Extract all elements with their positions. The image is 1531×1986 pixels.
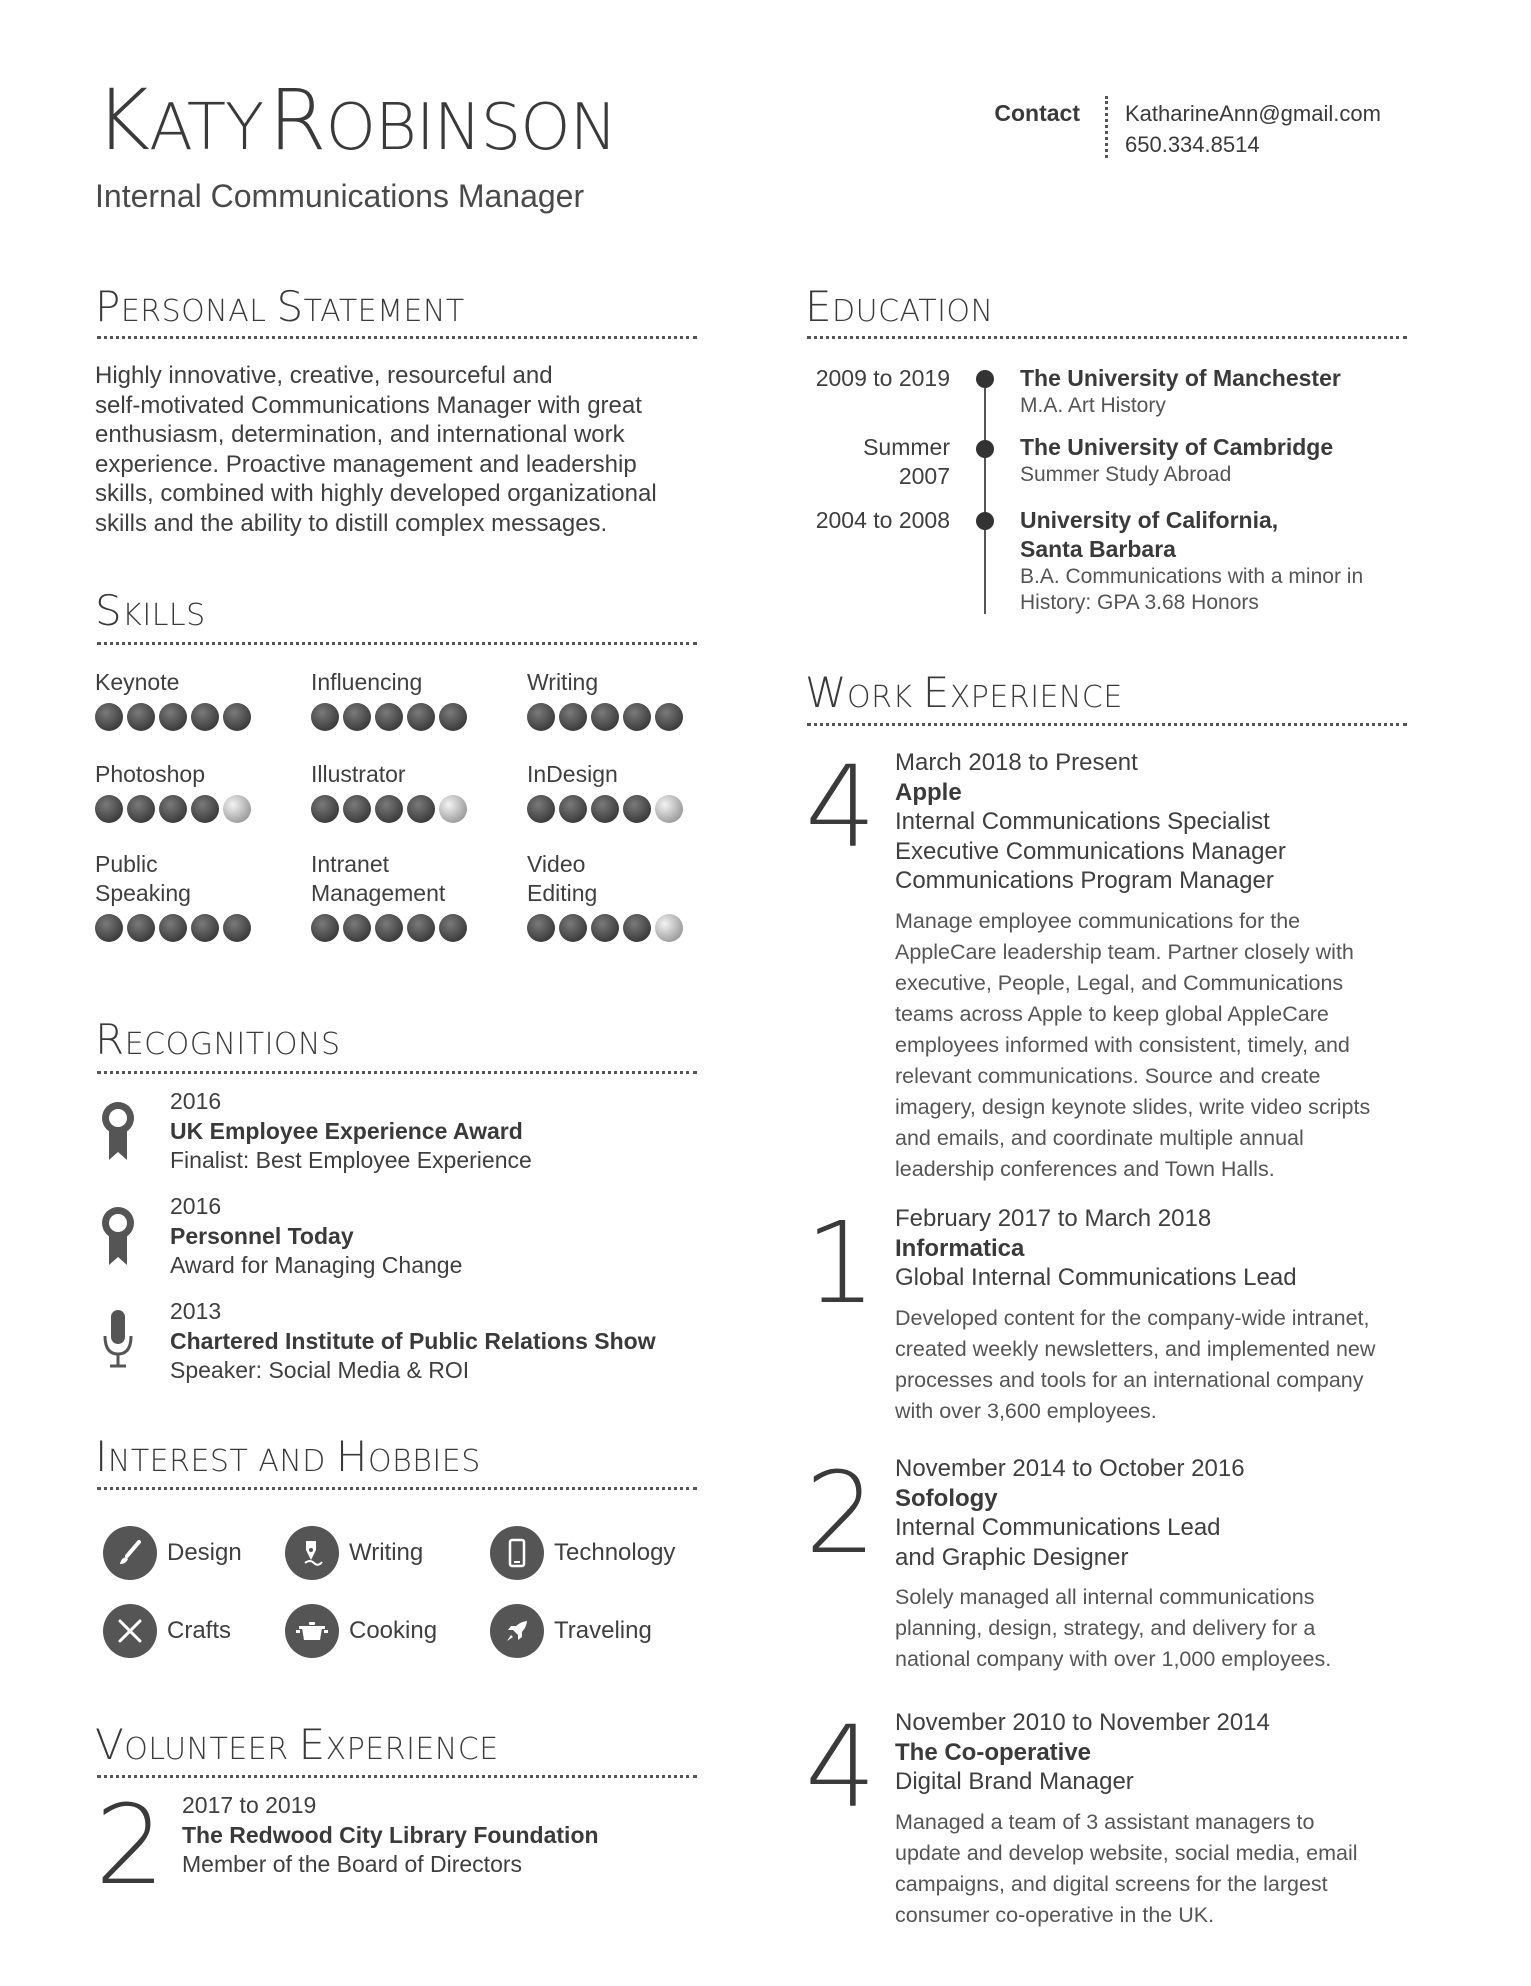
- award-ribbon-icon: [100, 1205, 136, 1267]
- title-cap: R: [95, 1015, 125, 1064]
- rating-dot: [655, 703, 683, 731]
- date-line: Summer: [863, 434, 950, 460]
- statement-line: skills and the ability to distill complex messages.: [95, 509, 608, 537]
- microphone-icon: [100, 1308, 136, 1370]
- title-cap: I: [95, 1432, 108, 1481]
- rating-dot: [623, 703, 651, 731]
- rating-dot: [375, 795, 403, 823]
- rating-dot: [191, 914, 219, 942]
- job-years-number: 4: [805, 1703, 877, 1833]
- desc-line: Solely managed all internal communications: [895, 1585, 1315, 1609]
- email-link[interactable]: KatharineAnn@gmail.com: [1125, 101, 1381, 126]
- hobby-label: Technology: [554, 1539, 676, 1566]
- desc-line: relevant communications. Source and create: [895, 1063, 1321, 1088]
- title-cap: P: [95, 282, 121, 331]
- school-name: Santa Barbara: [1020, 536, 1176, 562]
- skill-label: Writing: [527, 669, 599, 695]
- contact-details: [1125, 98, 1381, 160]
- rating-dot: [623, 914, 651, 942]
- date-line: 2004 to 2008: [815, 507, 950, 533]
- recognition-year: 2013: [170, 1298, 222, 1324]
- date-line: 2007: [898, 463, 950, 489]
- education-date: [790, 506, 950, 535]
- job-entry: [895, 1454, 1425, 1675]
- title-part: ORK: [847, 680, 923, 715]
- rating-dot: [407, 914, 435, 942]
- skill-label: Illustrator: [311, 761, 406, 787]
- job-years-number: 1: [805, 1199, 877, 1329]
- paintbrush-icon: [103, 1526, 157, 1580]
- job-description: [895, 1582, 1425, 1675]
- degree-detail: M.A. Art History: [1020, 394, 1166, 417]
- skill-label: Public: [95, 851, 158, 877]
- skill-label: Editing: [527, 880, 598, 906]
- statement-line: experience. Proactive management and leadership: [95, 450, 637, 478]
- desc-line: teams across Apple to keep global AppleCare: [895, 1001, 1329, 1026]
- rating-dot-half: [439, 795, 467, 823]
- rating-dot: [95, 914, 123, 942]
- desc-line: planning, design, strategy, and delivery for a: [895, 1616, 1316, 1640]
- recognition-name: Personnel Today: [170, 1222, 354, 1249]
- rating-dot: [127, 703, 155, 731]
- job-description: [895, 1807, 1425, 1931]
- rating-dot: [527, 795, 555, 823]
- name-initial: K: [95, 71, 150, 169]
- rating-dot: [159, 795, 187, 823]
- title-part: ERSONAL: [120, 294, 277, 329]
- section-divider: [97, 642, 697, 645]
- hobby-label: Design: [167, 1539, 242, 1566]
- desc-line: national company with over 1,000 employees.: [895, 1647, 1332, 1671]
- rating-dot-half: [223, 795, 251, 823]
- rating-dot: [375, 703, 403, 731]
- skill-item: [95, 760, 295, 823]
- rating-dot: [439, 703, 467, 731]
- job-role: Communications Program Manager: [895, 867, 1274, 894]
- title-cap: S: [95, 586, 123, 635]
- skill-rating: [95, 703, 295, 731]
- job-company: Informatica: [895, 1234, 1025, 1262]
- title-part: XPERIENCE: [325, 1732, 499, 1767]
- skill-item: [311, 760, 511, 823]
- education-date: [790, 364, 950, 393]
- job-years-number: 2: [805, 1449, 877, 1579]
- pen-nib-icon: [285, 1526, 339, 1580]
- degree-detail: Summer Study Abroad: [1020, 463, 1232, 486]
- section-title-work-experience: [805, 668, 1123, 717]
- hobby-label: Cooking: [349, 1617, 438, 1644]
- title-part: ECOGNITIONS: [124, 1027, 341, 1062]
- title-cap: E: [298, 1720, 326, 1769]
- rating-dot: [191, 795, 219, 823]
- title-cap: W: [805, 668, 848, 717]
- job-company: Apple: [895, 778, 962, 806]
- education-date: [790, 433, 950, 491]
- rating-dot: [191, 703, 219, 731]
- hobby-item: [490, 1526, 675, 1580]
- recognition-item: [170, 1087, 532, 1176]
- skill-item: [95, 850, 295, 942]
- rating-dot: [95, 795, 123, 823]
- rating-dot: [159, 703, 187, 731]
- statement-line: skills, combined with highly developed organizational: [95, 480, 657, 507]
- personal-statement-text: [95, 361, 715, 538]
- title-cap: S: [276, 282, 304, 331]
- job-role: Internal Communications Specialist: [895, 808, 1270, 835]
- skill-rating: [311, 914, 511, 942]
- desc-line: processes and tools for an international company: [895, 1367, 1364, 1392]
- hobby-label: Traveling: [554, 1617, 652, 1644]
- title-part: OLUNTEER: [124, 1732, 299, 1767]
- rating-dot: [559, 795, 587, 823]
- section-title-education: [805, 282, 993, 331]
- skill-item: [527, 760, 727, 823]
- title-cap: V: [95, 1720, 125, 1769]
- rating-dot: [311, 703, 339, 731]
- title-cap: E: [922, 668, 950, 717]
- skill-label: Speaking: [95, 880, 191, 906]
- skill-label: Photoshop: [95, 761, 205, 787]
- rating-dot: [311, 914, 339, 942]
- rating-dot: [559, 914, 587, 942]
- recognition-item: [170, 1192, 462, 1281]
- volunteer-dates: 2017 to 2019: [182, 1792, 317, 1818]
- rating-dot: [311, 795, 339, 823]
- skill-label: Video: [527, 851, 586, 877]
- section-divider: [97, 336, 697, 339]
- rating-dot-half: [655, 914, 683, 942]
- hobby-item: [285, 1526, 423, 1580]
- title-part: KILLS: [122, 598, 206, 633]
- desc-line: Developed content for the company-wide intranet,: [895, 1305, 1370, 1330]
- rating-dot: [591, 914, 619, 942]
- desc-line: AppleCare leadership team. Partner closely with: [895, 939, 1354, 964]
- job-role: Executive Communications Manager: [895, 837, 1286, 865]
- rating-dot: [527, 703, 555, 731]
- smartphone-icon: [490, 1526, 544, 1580]
- award-ribbon-icon: [100, 1100, 136, 1162]
- rating-dot: [591, 795, 619, 823]
- degree-detail: History: GPA 3.68 Honors: [1020, 591, 1259, 614]
- job-dates: November 2010 to November 2014: [895, 1709, 1270, 1736]
- education-entry: [1020, 506, 1363, 616]
- volunteer-role: Member of the Board of Directors: [182, 1851, 523, 1877]
- desc-line: executive, People, Legal, and Communications: [895, 970, 1344, 995]
- education-entry: [1020, 433, 1333, 488]
- rating-dot: [159, 914, 187, 942]
- title-part: NTEREST AND: [107, 1444, 336, 1479]
- skill-rating: [527, 914, 727, 942]
- skill-rating: [95, 795, 295, 823]
- job-description: [895, 906, 1425, 1185]
- school-name: The University of Cambridge: [1020, 434, 1334, 460]
- rating-dot: [527, 914, 555, 942]
- skill-label: InDesign: [527, 761, 618, 787]
- job-role: Internal Communications Lead: [895, 1514, 1221, 1541]
- skill-rating: [311, 795, 511, 823]
- rating-dot: [223, 703, 251, 731]
- rating-dot: [623, 795, 651, 823]
- job-entry: [895, 748, 1425, 1185]
- rating-dot: [95, 703, 123, 731]
- name-initial: R: [268, 71, 326, 169]
- rating-dot-half: [655, 795, 683, 823]
- title-part: TATEMENT: [303, 294, 465, 329]
- hobby-item: [103, 1526, 242, 1580]
- volunteer-org: The Redwood City Library Foundation: [182, 1821, 599, 1848]
- section-divider: [97, 1487, 697, 1490]
- education-entry: [1020, 364, 1341, 419]
- skill-rating: [95, 914, 295, 942]
- section-divider: [97, 1775, 697, 1778]
- timeline-dot: [976, 440, 994, 458]
- title-cap: E: [805, 282, 833, 331]
- job-dates: November 2014 to October 2016: [895, 1455, 1245, 1482]
- desc-line: and emails, and coordinate multiple annual: [895, 1125, 1304, 1150]
- skill-label: Management: [311, 880, 446, 906]
- crossed-tools-icon: [103, 1604, 157, 1658]
- rating-dot: [343, 703, 371, 731]
- skill-item: [527, 668, 727, 731]
- hobby-label: Writing: [349, 1539, 424, 1566]
- hobby-item: [285, 1604, 437, 1658]
- rating-dot: [375, 914, 403, 942]
- job-dates: March 2018 to Present: [895, 749, 1138, 776]
- timeline-dot: [976, 512, 994, 530]
- job-description: [895, 1303, 1425, 1427]
- job-entry: [895, 1204, 1425, 1427]
- desc-line: with over 3,600 employees.: [895, 1398, 1157, 1423]
- contact-label: Contact: [994, 100, 1080, 126]
- name-part: OBINSON: [325, 91, 617, 165]
- statement-line: self-motivated Communications Manager with great: [95, 391, 642, 419]
- skill-item: [311, 668, 511, 731]
- recognition-item: [170, 1297, 656, 1386]
- timeline-dot: [976, 370, 994, 388]
- rating-dot: [127, 795, 155, 823]
- desc-line: leadership conferences and Town Halls.: [895, 1156, 1275, 1181]
- job-role: Global Internal Communications Lead: [895, 1264, 1297, 1291]
- education-timeline: [984, 376, 986, 614]
- desc-line: consumer co-operative in the UK.: [895, 1902, 1215, 1927]
- skill-label: Intranet: [311, 851, 389, 877]
- school-name: The University of Manchester: [1020, 365, 1341, 391]
- section-divider: [807, 336, 1407, 339]
- rating-dot: [127, 914, 155, 942]
- rating-dot: [343, 795, 371, 823]
- school-name: University of California,: [1020, 507, 1279, 533]
- name-part: ATY: [149, 91, 264, 165]
- hobby-item: [490, 1604, 652, 1658]
- title-part: XPERIENCE: [949, 680, 1123, 715]
- job-dates: February 2017 to March 2018: [895, 1205, 1212, 1232]
- rating-dot: [439, 914, 467, 942]
- skill-label: Influencing: [311, 669, 423, 695]
- job-company: The Co-operative: [895, 1738, 1092, 1766]
- section-divider: [97, 1071, 697, 1074]
- recognition-name: UK Employee Experience Award: [170, 1117, 523, 1144]
- section-title-hobbies: [95, 1432, 481, 1481]
- recognition-year: 2016: [170, 1088, 222, 1114]
- skill-rating: [527, 795, 727, 823]
- skill-rating: [311, 703, 511, 731]
- job-role: Digital Brand Manager: [895, 1768, 1134, 1795]
- rating-dot: [559, 703, 587, 731]
- hobby-item: [103, 1604, 231, 1658]
- desc-line: update and develop website, social media, email: [895, 1840, 1358, 1865]
- section-title-recognitions: [95, 1015, 341, 1064]
- title-part: DUCATION: [832, 294, 994, 329]
- rating-dot: [223, 914, 251, 942]
- desc-line: imagery, design keynote slides, write video scripts: [895, 1094, 1371, 1119]
- title-part: OBBIES: [368, 1444, 481, 1479]
- rating-dot: [407, 795, 435, 823]
- rocket-icon: [490, 1604, 544, 1658]
- recognition-year: 2016: [170, 1193, 222, 1219]
- section-title-volunteer: [95, 1720, 499, 1769]
- desc-line: Manage employee communications for the: [895, 908, 1301, 933]
- rating-dot: [343, 914, 371, 942]
- skill-item: [311, 850, 511, 942]
- cooking-pot-icon: [285, 1604, 339, 1658]
- job-entry: [895, 1708, 1425, 1931]
- section-title-personal-statement: [95, 282, 465, 331]
- statement-line: Highly innovative, creative, resourceful and: [95, 362, 553, 389]
- date-line: 2009 to 2019: [815, 365, 950, 391]
- section-divider: [807, 723, 1407, 726]
- desc-line: created weekly newsletters, and implemented new: [895, 1336, 1376, 1361]
- rating-dot: [591, 703, 619, 731]
- desc-line: Managed a team of 3 assistant managers to: [895, 1809, 1315, 1834]
- job-company: Sofology: [895, 1484, 998, 1512]
- title-cap: H: [335, 1432, 369, 1481]
- contact-divider: [1105, 96, 1108, 158]
- skill-item: [95, 668, 295, 731]
- volunteer-entry: [182, 1791, 599, 1880]
- recognition-detail: Speaker: Social Media & ROI: [170, 1357, 470, 1383]
- phone-number[interactable]: 650.334.8514: [1125, 132, 1260, 157]
- volunteer-years-number: 2: [95, 1781, 165, 1909]
- job-role: and Graphic Designer: [895, 1543, 1129, 1571]
- recognition-detail: Award for Managing Change: [170, 1252, 463, 1278]
- desc-line: employees informed with consistent, timely, and: [895, 1032, 1350, 1057]
- degree-detail: B.A. Communications with a minor in: [1020, 565, 1364, 588]
- hobby-label: Crafts: [167, 1617, 232, 1644]
- job-title: Internal Communications Manager: [95, 178, 585, 214]
- rating-dot: [407, 703, 435, 731]
- skill-label: Keynote: [95, 669, 180, 695]
- recognition-detail: Finalist: Best Employee Experience: [170, 1147, 532, 1173]
- skill-rating: [527, 703, 727, 731]
- section-title-skills: [95, 586, 206, 635]
- skill-item: [527, 850, 727, 942]
- desc-line: campaigns, and digital screens for the largest: [895, 1871, 1328, 1896]
- statement-line: enthusiasm, determination, and international work: [95, 421, 625, 448]
- recognition-name: Chartered Institute of Public Relations Show: [170, 1327, 656, 1354]
- job-years-number: 4: [805, 743, 877, 873]
- candidate-name: [95, 71, 617, 169]
